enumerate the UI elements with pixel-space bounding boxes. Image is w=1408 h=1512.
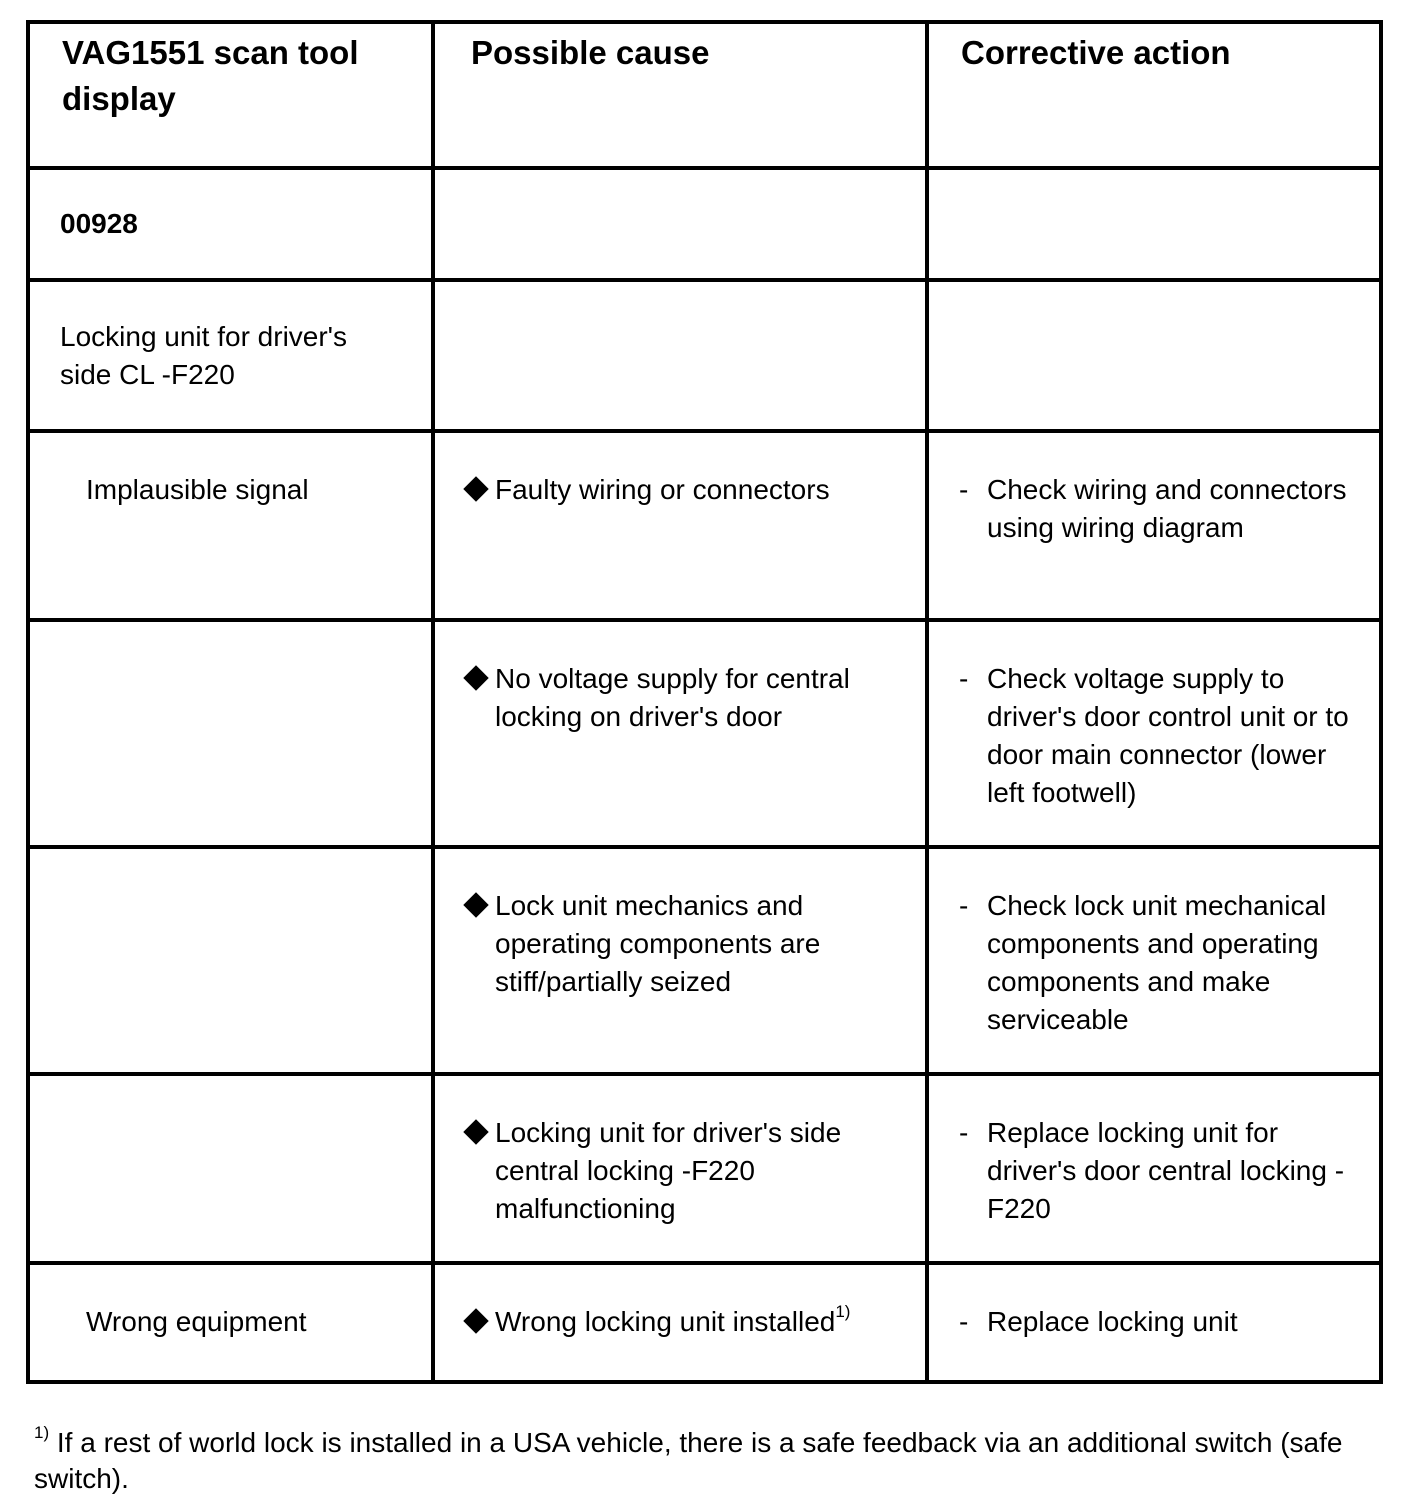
fault-code-cell xyxy=(28,168,433,280)
cause-text: Faulty wiring or connectors xyxy=(495,474,830,505)
action-text: Replace locking unit xyxy=(987,1306,1238,1337)
diamond-bullet-icon xyxy=(463,1308,488,1333)
display-cell xyxy=(28,847,433,1074)
action-cell xyxy=(927,620,1381,847)
table-header-row xyxy=(28,22,1381,168)
diamond-bullet-icon xyxy=(463,665,488,690)
header-action: Corrective action xyxy=(927,22,1381,168)
action-cell xyxy=(927,431,1381,620)
display-text xyxy=(30,849,431,887)
dash-bullet: - xyxy=(959,890,969,921)
cause-text: No voltage supply for central locking on driver's door xyxy=(495,663,850,732)
cause-cell xyxy=(433,1074,927,1263)
action-text: Check lock unit mechanical components and operating components and make serviceable xyxy=(987,890,1327,1035)
action-cell xyxy=(927,1074,1381,1263)
empty-cell xyxy=(433,280,927,431)
table-row xyxy=(28,1074,1381,1263)
action-text: Replace locking unit for driver's door central locking -F220 xyxy=(987,1117,1345,1224)
table-row xyxy=(28,847,1381,1074)
action-cell xyxy=(927,1263,1381,1382)
footnote xyxy=(34,1422,1354,1497)
component-name: Locking unit for driver's side CL -F220 xyxy=(60,321,348,390)
cause-cell xyxy=(433,431,927,620)
header-display: VAG1551 scan tool display xyxy=(28,22,433,168)
display-text xyxy=(30,622,431,660)
action-text: Check wiring and connectors using wiring diagram xyxy=(987,474,1347,543)
display-text: Implausible signal xyxy=(86,474,309,505)
dash-bullet: - xyxy=(959,1117,969,1148)
footnote-marker: 1) xyxy=(34,1422,50,1442)
fault-code: 00928 xyxy=(60,208,138,239)
empty-cell xyxy=(927,168,1381,280)
empty-cell xyxy=(927,280,1381,431)
empty-cell xyxy=(433,168,927,280)
diamond-bullet-icon xyxy=(463,1119,488,1144)
table-row xyxy=(28,1263,1381,1382)
action-cell xyxy=(927,847,1381,1074)
cause-text: Lock unit mechanics and operating components are stiff/partially seized xyxy=(495,890,821,997)
cause-cell xyxy=(433,620,927,847)
header-cause: Possible cause xyxy=(433,22,927,168)
table-row xyxy=(28,620,1381,847)
dash-bullet: - xyxy=(959,1306,969,1337)
display-cell xyxy=(28,1263,433,1382)
cause-text: Wrong locking unit installed xyxy=(495,1306,836,1337)
display-cell xyxy=(28,431,433,620)
fault-code-row xyxy=(28,168,1381,280)
diamond-bullet-icon xyxy=(463,892,488,917)
display-cell xyxy=(28,620,433,847)
display-text xyxy=(30,1076,431,1114)
diamond-bullet-icon xyxy=(463,476,488,501)
dash-bullet: - xyxy=(959,474,969,505)
footnote-text: If a rest of world lock is installed in a USA vehicle, there is a safe feedback via an additional switch (safe switch). xyxy=(34,1427,1343,1494)
fault-table xyxy=(26,20,1383,1384)
component-row xyxy=(28,280,1381,431)
component-cell xyxy=(28,280,433,431)
cause-cell xyxy=(433,847,927,1074)
display-cell xyxy=(28,1074,433,1263)
action-text: Check voltage supply to driver's door control unit or to door main connector (lower left footwell) xyxy=(987,663,1349,808)
display-text: Wrong equipment xyxy=(86,1306,307,1337)
dash-bullet: - xyxy=(959,663,969,694)
cause-cell xyxy=(433,1263,927,1382)
footnote-reference: 1) xyxy=(835,1301,851,1321)
cause-text: Locking unit for driver's side central locking -F220 malfunctioning xyxy=(495,1117,842,1224)
table-row xyxy=(28,431,1381,620)
